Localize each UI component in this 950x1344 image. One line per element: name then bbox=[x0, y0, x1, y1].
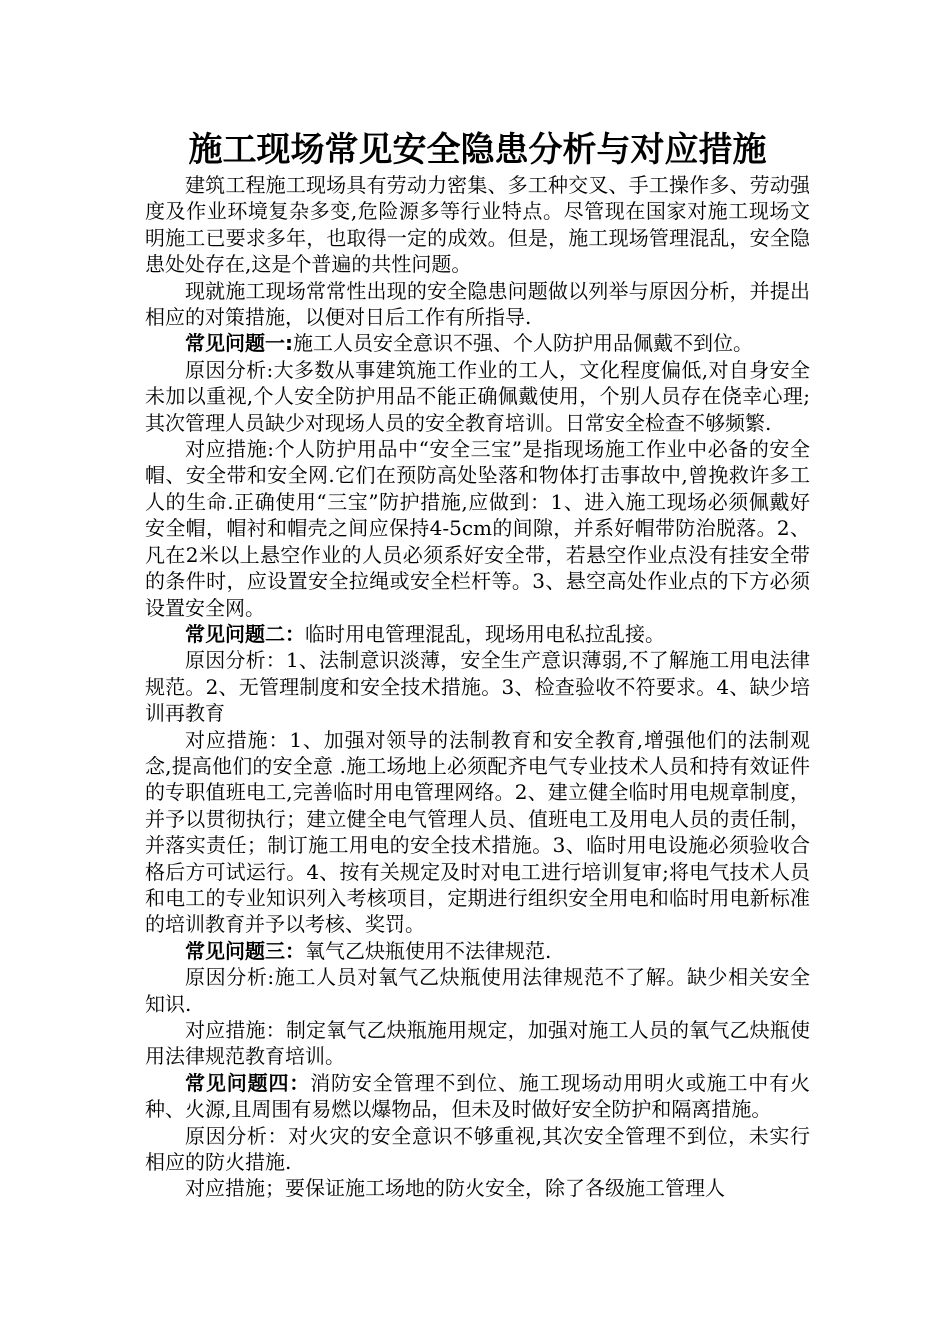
issue-text: 临时用电管理混乱，现场用电私拉乱接。 bbox=[305, 621, 665, 646]
issue-text: 消防安全管理不到位、施工现场动用明火或施工中有火种、火源,且周围有易燃以爆物品，但未及时做好安全防护和隔离措施。 bbox=[145, 1070, 811, 1122]
issue-4-cause bbox=[145, 1123, 810, 1176]
paragraph-intro bbox=[145, 172, 810, 278]
paragraph-text: 原因分析：对火灾的安全意识不够重视,其次安全管理不到位，未实行相应的防火措施. bbox=[145, 1123, 810, 1175]
issue-4-heading bbox=[145, 1070, 810, 1123]
issue-3-cause bbox=[145, 964, 810, 1017]
paragraph-text: 对应措施：制定氧气乙炔瓶施用规定，加强对施工人员的氧气乙炔瓶使用法律规范教育培训。 bbox=[145, 1018, 810, 1069]
issue-text: 施工人员安全意识不强、个人防护用品佩戴不到位。 bbox=[293, 331, 753, 356]
document-page bbox=[145, 128, 810, 1202]
issue-4-measures bbox=[145, 1175, 810, 1201]
issue-1-measures bbox=[145, 436, 810, 621]
issue-label: 常见问题四： bbox=[185, 1070, 311, 1095]
issue-3-heading bbox=[145, 938, 810, 964]
issue-1-heading bbox=[145, 330, 810, 356]
document-body bbox=[145, 172, 810, 1202]
paragraph-text: 原因分析:施工人员对氧气乙炔瓶使用法律规范不了解。缺少相关安全知识. bbox=[145, 965, 810, 1016]
paragraph-text: 对应措施；要保证施工场地的防火安全，除了各级施工管理人 bbox=[185, 1176, 725, 1201]
issue-1-cause bbox=[145, 357, 810, 436]
issue-2-measures bbox=[145, 727, 810, 938]
issue-2-heading bbox=[145, 621, 810, 647]
paragraph-text: 原因分析：1、法制意识淡薄，安全生产意识薄弱,不了解施工用电法律规范。2、无管理制度和安全技术措施。3、检查验收不符要求。4、缺少培训再教育 bbox=[145, 648, 810, 726]
paragraph-text: 建筑工程施工现场具有劳动力密集、多工种交叉、手工操作多、劳动强度及作业环境复杂多变,危险源多等行业特点。尽管现在国家对施工现场文明施工已要求多年，也取得一定的成效。但是，施工现场管理混乱，安全隐患处处存在,这是个普遍的共性问题。 bbox=[145, 173, 810, 277]
paragraph-text: 现就施工现场常常性出现的安全隐患问题做以列举与原因分析，并提出相应的对策措施，以便对日后工作有所指导. bbox=[145, 278, 810, 330]
issue-label: 常见问题一: bbox=[185, 331, 293, 356]
paragraph-text: 对应措施:个人防护用品中“安全三宝”是指现场施工作业中必备的安全帽、安全带和安全网.它们在预防高处坠落和物体打击事故中,曾挽救许多工人的生命.正确使用“三宝”防护措施,应做到：1、进入施工现场必须佩戴好安全帽，帽衬和帽壳之间应保持4-5cm的间隙，并系好帽带防治脱落。2、凡在2米以上悬空作业的人员必须系好安全带，若悬空作业点没有挂安全带的条件时，应设置安全拉绳或安全栏杆等。3、悬空高处作业点的下方必须设置安全网。 bbox=[145, 437, 810, 620]
issue-label: 常见问题二： bbox=[185, 621, 305, 646]
issue-label: 常见问题三： bbox=[185, 938, 305, 963]
paragraph-text: 对应措施：1、加强对领导的法制教育和安全教育,增强他们的法制观念,提高他们的安全意 .施工场地上必须配齐电气专业技术人员和持有效证件的专职值班电工,完善临时用电管理网络。2、建立健全临时用电规章制度，并予以贯彻执行；建立健全电气管理人员、值班电工及用电人员的责任制，并落实责任；制订施工用电的安全技术措施。3、临时用电设施必须验收合格后方可试运行。4、按有关规定及时对电工进行培训复审;将电气技术人员和电工的专业知识列入考核项目，定期进行组织安全用电和临时用电新标准的培训教育并予以考核、奖罚。 bbox=[145, 727, 810, 937]
issue-2-cause bbox=[145, 647, 810, 726]
paragraph-text: 原因分析:大多数从事建筑施工作业的工人，文化程度偏低,对自身安全未加以重视,个人安全防护用品不能正确佩戴使用，个别人员存在侥幸心理;其次管理人员缺少对现场人员的安全教育培训。日常安全检查不够频繁. bbox=[145, 357, 810, 435]
issue-3-measures bbox=[145, 1017, 810, 1070]
document-title: 施工现场常见安全隐患分析与对应措施 bbox=[188, 130, 767, 170]
paragraph-purpose bbox=[145, 278, 810, 331]
issue-text: 氧气乙炔瓶使用不法律规范. bbox=[305, 938, 552, 963]
